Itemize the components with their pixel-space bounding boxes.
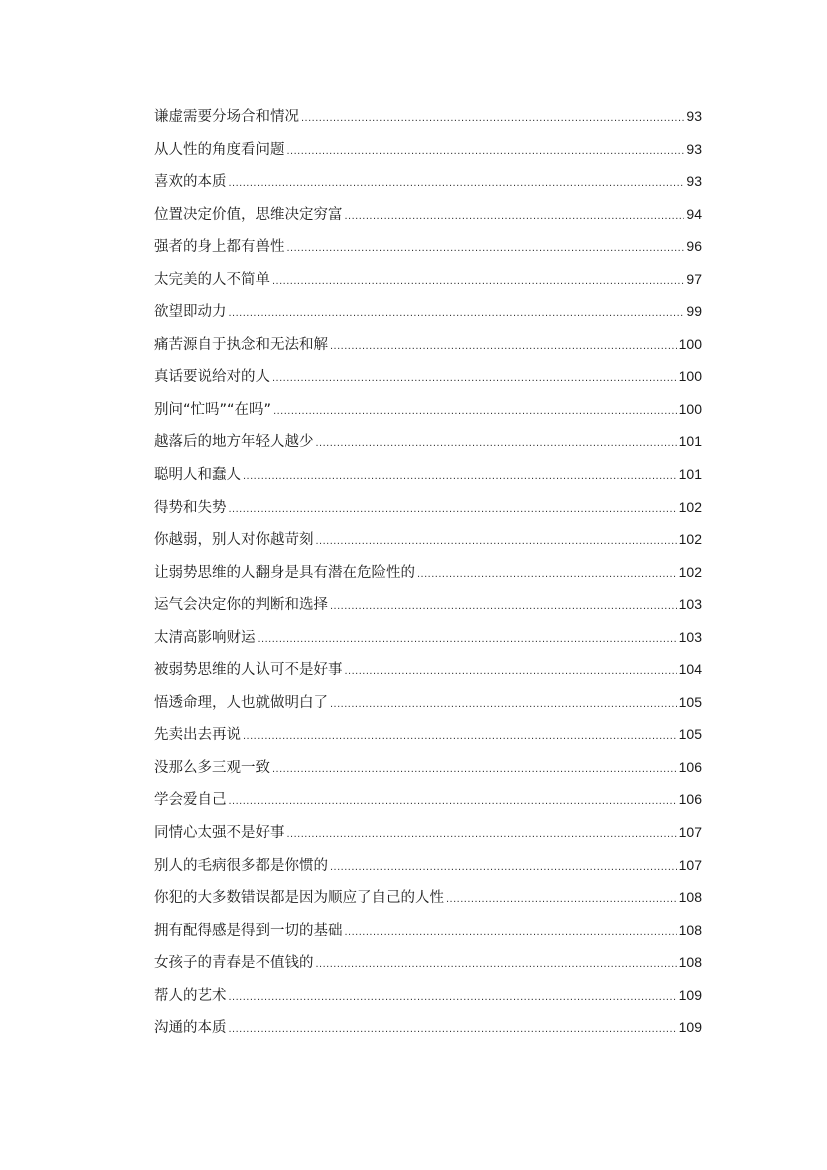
toc-entry-title: 你犯的大多数错误都是因为顺应了自己的人性: [154, 890, 444, 907]
toc-entry-page: 100: [678, 368, 702, 385]
toc-entry[interactable]: [154, 950, 702, 983]
dot-leader: [243, 724, 677, 748]
toc-entry-title: 谦虚需要分场合和情况: [154, 109, 299, 125]
toc-entry-title: 欲望即动力: [154, 304, 227, 321]
toc-entry[interactable]: [154, 169, 702, 202]
toc-entry-page: 93: [686, 108, 702, 124]
dot-leader: [330, 855, 677, 879]
dot-leader: [301, 106, 684, 130]
toc-entry-title: 从人性的角度看问题: [154, 141, 285, 158]
toc-entry-page: 100: [678, 400, 702, 417]
toc-entry-page: 103: [678, 628, 702, 645]
dot-leader: [229, 301, 685, 325]
dot-leader: [229, 1017, 677, 1041]
toc-entry-page: 93: [686, 173, 702, 190]
toc-entry-page: 105: [678, 726, 702, 743]
toc-entry-page: 108: [678, 954, 702, 971]
toc-entry-page: 106: [678, 791, 702, 808]
toc-entry[interactable]: [154, 722, 702, 755]
toc-entry-title: 太完美的人不简单: [154, 271, 270, 288]
toc-entry-title: 运气会决定你的判断和选择: [154, 597, 328, 614]
dot-leader: [446, 887, 677, 911]
toc-entry-page: 109: [678, 986, 702, 1003]
toc-entry-page: 97: [686, 270, 702, 287]
toc-entry-title: 别人的毛病很多都是你惯的: [154, 857, 328, 874]
toc-entry[interactable]: [154, 657, 702, 690]
toc-entry[interactable]: [154, 104, 702, 137]
toc-entry-page: 93: [686, 140, 702, 157]
toc-entry[interactable]: [154, 885, 702, 918]
toc-entry-page: 105: [678, 693, 702, 710]
table-of-contents: [154, 104, 702, 1048]
toc-entry-page: 103: [678, 596, 702, 613]
toc-entry[interactable]: [154, 495, 702, 528]
toc-entry-title: 沟通的本质: [154, 1020, 227, 1037]
toc-entry-title: 聪明人和蠢人: [154, 467, 241, 484]
toc-entry-title: 女孩子的青春是不值钱的: [154, 955, 314, 972]
toc-entry-page: 108: [678, 921, 702, 938]
toc-entry[interactable]: [154, 560, 702, 593]
toc-entry[interactable]: [154, 1015, 702, 1048]
toc-entry[interactable]: [154, 202, 702, 235]
dot-leader: [316, 431, 677, 455]
toc-entry-title: 喜欢的本质: [154, 174, 227, 191]
toc-entry[interactable]: [154, 299, 702, 332]
dot-leader: [345, 659, 677, 683]
dot-leader: [229, 497, 677, 521]
toc-entry-title: 悟透命理，人也就做明白了: [154, 694, 328, 711]
dot-leader: [316, 952, 677, 976]
toc-entry-title: 拥有配得感是得到一切的基础: [154, 922, 343, 939]
toc-entry-title: 真话要说给对的人: [154, 369, 270, 386]
toc-entry[interactable]: [154, 527, 702, 560]
dot-leader: [243, 464, 677, 488]
toc-entry[interactable]: [154, 397, 702, 430]
dot-leader: [287, 822, 677, 846]
dot-leader: [330, 594, 677, 618]
toc-entry-title: 别问“忙吗”“在吗”: [154, 401, 272, 418]
toc-entry[interactable]: [154, 787, 702, 820]
dot-leader: [273, 399, 677, 423]
toc-entry-title: 越落后的地方年轻人越少: [154, 434, 314, 451]
toc-entry[interactable]: [154, 429, 702, 462]
toc-entry[interactable]: [154, 462, 702, 495]
dot-leader: [287, 236, 685, 260]
toc-entry-title: 位置决定价值，思维决定穷富: [154, 206, 343, 223]
toc-entry[interactable]: [154, 755, 702, 788]
toc-entry-page: 107: [678, 824, 702, 841]
dot-leader: [229, 171, 685, 195]
dot-leader: [272, 366, 677, 390]
dot-leader: [345, 204, 685, 228]
toc-entry[interactable]: [154, 918, 702, 951]
toc-entry-title: 帮人的艺术: [154, 987, 227, 1004]
toc-entry-page: 94: [686, 205, 702, 222]
toc-entry[interactable]: [154, 625, 702, 658]
toc-entry[interactable]: [154, 690, 702, 723]
toc-entry-title: 先卖出去再说: [154, 727, 241, 744]
toc-entry[interactable]: [154, 364, 702, 397]
toc-entry[interactable]: [154, 853, 702, 886]
toc-entry-title: 你越弱，别人对你越苛刻: [154, 532, 314, 549]
toc-entry-page: 102: [678, 563, 702, 580]
toc-entry[interactable]: [154, 332, 702, 365]
dot-leader: [330, 692, 677, 716]
toc-entry[interactable]: [154, 267, 702, 300]
dot-leader: [316, 529, 677, 553]
dot-leader: [272, 757, 677, 781]
toc-entry-page: 101: [678, 466, 702, 483]
dot-leader: [272, 269, 684, 293]
toc-entry-page: 96: [686, 238, 702, 255]
toc-entry-page: 100: [678, 335, 702, 352]
toc-entry-page: 102: [678, 531, 702, 548]
toc-entry-title: 让弱势思维的人翻身是具有潜在危险性的: [154, 564, 415, 581]
toc-entry-title: 太清高影响财运: [154, 629, 256, 646]
toc-entry-title: 同情心太强不是好事: [154, 825, 285, 842]
toc-entry-page: 107: [678, 856, 702, 873]
toc-entry-page: 109: [678, 1019, 702, 1036]
toc-entry-title: 被弱势思维的人认可不是好事: [154, 662, 343, 679]
toc-entry-page: 108: [678, 889, 702, 906]
dot-leader: [287, 139, 685, 163]
dot-leader: [229, 985, 677, 1009]
toc-entry-page: 101: [678, 433, 702, 450]
dot-leader: [417, 562, 677, 586]
dot-leader: [345, 920, 677, 944]
toc-entry-page: 99: [686, 303, 702, 320]
toc-entry-title: 强者的身上都有兽性: [154, 239, 285, 256]
toc-entry-title: 学会爱自己: [154, 792, 227, 809]
dot-leader: [229, 789, 677, 813]
toc-entry-page: 104: [678, 661, 702, 678]
toc-entry[interactable]: [154, 234, 702, 267]
dot-leader: [330, 334, 677, 358]
toc-entry-page: 102: [678, 498, 702, 515]
toc-entry[interactable]: [154, 592, 702, 625]
toc-entry-title: 没那么多三观一致: [154, 759, 270, 776]
toc-entry-title: 得势和失势: [154, 499, 227, 516]
toc-entry[interactable]: [154, 137, 702, 170]
toc-entry-page: 106: [678, 758, 702, 775]
toc-entry[interactable]: [154, 820, 702, 853]
toc-entry-title: 痛苦源自于执念和无法和解: [154, 336, 328, 353]
toc-entry[interactable]: [154, 983, 702, 1016]
dot-leader: [258, 627, 677, 651]
